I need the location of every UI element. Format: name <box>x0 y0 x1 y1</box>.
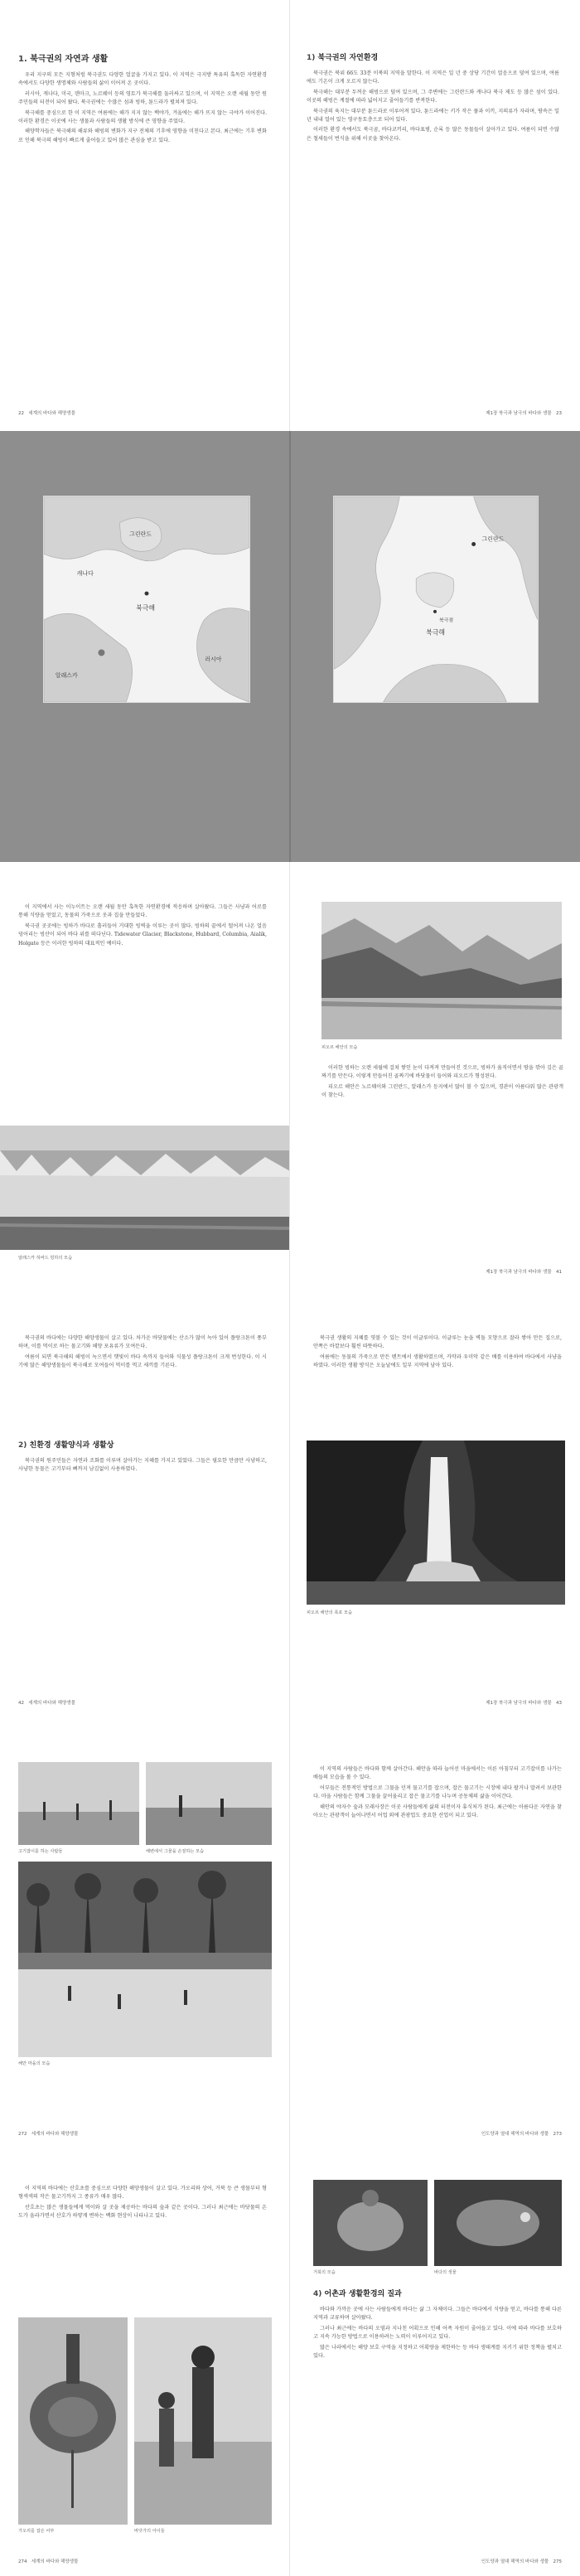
map-label: 그린란드 <box>481 535 505 543</box>
children-photo <box>134 2317 272 2525</box>
body-text <box>307 70 559 145</box>
paragraph: 이 지역의 바다에는 산호초를 중심으로 다양한 해양생물이 살고 있다. 가오리와 상어, 거북 등 큰 생물부터 형형색색의 작은 물고기까지 그 종류가 매우 많다. <box>18 2186 267 2201</box>
paragraph: 러시아, 캐나다, 미국, 덴마크, 노르웨이 등의 영토가 북극해를 둘러싸고 있으며, 이 지역은 오랜 세월 동안 원주민들의 터전이 되어 왔다. 북극권에는 수많은 섬과 빙하, 툰드라가 펼쳐져 있다. <box>18 90 267 106</box>
photo-caption: 바닷가의 아이들 <box>134 2529 165 2534</box>
photo-caption: 고기잡이를 하는 사람들 <box>18 1849 63 1854</box>
map-label: 캐나다 <box>76 570 94 578</box>
paragraph: 여름에는 동물의 가죽으로 만든 텐트에서 생활하였으며, 카약과 우미악 같은 배를 이용하여 바다에서 사냥을 하였다. 이러한 생활 방식은 오늘날에도 일부 지역에 남아 있다. <box>313 1353 562 1369</box>
arctic-map-right <box>333 496 539 703</box>
page-number: 272 <box>18 2132 27 2137</box>
body-text <box>321 1064 563 1102</box>
body-text <box>18 1457 267 1476</box>
photo-caption: 해변에서 그물을 손질하는 모습 <box>146 1849 205 1854</box>
net-mending-photo <box>146 1762 272 1845</box>
spread-6 <box>0 2155 580 2576</box>
running-title: 세계의 바다와 해양생물 <box>28 1701 75 1706</box>
page-number: 23 <box>556 411 562 416</box>
running-title: 제1장 북극과 남극의 바다와 생물 <box>486 411 552 416</box>
page-number: 42 <box>18 1701 24 1706</box>
gutter <box>289 431 291 862</box>
body-text <box>18 903 267 950</box>
spread-2 <box>0 431 580 862</box>
paragraph: 그러나 최근에는 바다의 오염과 지나친 어획으로 인해 어족 자원이 줄어들고 있다. 이에 따라 바다를 보호하고 지속 가능한 방법으로 이용하려는 노력이 이루어지고 있다. <box>313 2325 562 2341</box>
subsection-heading <box>313 2288 562 2298</box>
paragraph: 피오르 해안은 노르웨이와 그린란드, 알래스카 등지에서 많이 볼 수 있으며, 경관이 아름다워 많은 관광객이 찾는다. <box>321 1083 563 1099</box>
photo-caption: 바다의 생물 <box>434 2270 457 2275</box>
arctic-map-svg <box>44 496 249 702</box>
page-42 <box>0 1293 290 1724</box>
paragraph: 북극권 곳곳에는 빙하가 바다로 흘러들어 거대한 빙벽을 이루는 곳이 많다. 빙하의 끝에서 떨어져 나온 얼음 덩어리는 빙산이 되어 바다 위를 떠다닌다. Tidewater Glacier, Blackstone, Hubbard, Columbia, Aialik, Holgate 등은 이러한 빙하의 대표적인 예이다. <box>18 922 267 947</box>
paragraph: 해안의 야자수 숲과 모래사장은 이곳 사람들에게 삶의 터전이자 휴식처가 된다. 최근에는 아름다운 자연을 찾아오는 관광객이 늘어나면서 어업 외에 관광업도 중요한 산업이 되고 있다. <box>313 1804 562 1819</box>
page-40 <box>0 862 290 1293</box>
paragraph: 북극권의 육지는 대부분 툰드라로 이루어져 있다. 툰드라에는 키가 작은 풀과 이끼, 지의류가 자라며, 땅속은 일 년 내내 얼어 있는 영구동토층으로 되어 있다. <box>307 108 559 123</box>
spread-3 <box>0 862 580 1293</box>
fishermen-photo <box>18 1762 139 1845</box>
paragraph: 해양학자들은 북극해의 해류와 해빙의 변화가 지구 전체의 기후에 영향을 미친다고 본다. 최근에는 기후 변화로 인해 북극의 해빙이 빠르게 줄어들고 있어 많은 관심을 받고 있다. <box>18 128 267 143</box>
page-footer <box>486 1699 562 1706</box>
body-text <box>18 2185 267 2223</box>
page-22 <box>0 0 290 431</box>
paragraph: 이러한 환경 속에서도 북극곰, 바다코끼리, 바다표범, 순록 등 많은 동물들이 살아가고 있다. 여름이 되면 수많은 철새들이 번식을 위해 이곳을 찾아온다. <box>307 127 559 142</box>
paragraph: 북극권의 바다에는 다양한 해양생물이 살고 있다. 차가운 바닷물에는 산소가 많이 녹아 있어 플랑크톤이 풍부하며, 이를 먹이로 하는 물고기와 해양 포유류가 모여든다. <box>18 1335 267 1350</box>
paragraph: 이 지역의 사람들은 바다와 함께 살아간다. 해안을 따라 늘어선 마을에서는 이른 아침부터 고기잡이를 나가는 배들의 모습을 볼 수 있다. <box>313 1766 562 1781</box>
paragraph: 북극해를 중심으로 한 이 지역은 여름에는 해가 지지 않는 백야가, 겨울에는 해가 뜨지 않는 극야가 이어진다. 이러한 환경은 이곳에 사는 생물과 사람들의 생활 방식에 큰 영향을 주었다. <box>18 109 267 125</box>
paragraph: 북극권은 북위 66도 33분 이북의 지역을 말한다. 이 지역은 일 년 중 상당 기간이 얼음으로 덮여 있으며, 여름에도 기온이 크게 오르지 않는다. <box>307 70 559 85</box>
paragraph: 북극권의 원주민들은 자연과 조화를 이루며 살아가는 지혜를 가지고 있었다. 그들은 필요한 만큼만 사냥하고, 사냥한 동물은 고기부터 뼈까지 남김없이 사용하였다. <box>18 1458 267 1473</box>
stingray-photo <box>18 2317 128 2525</box>
page-number: 273 <box>553 2132 562 2137</box>
map-label: 알래스카 <box>55 672 78 680</box>
page-23 <box>290 0 580 431</box>
sea-creature-photo <box>434 2180 562 2266</box>
running-title: 인도양과 열대 해역의 바다와 생물 <box>481 2559 549 2564</box>
photo-caption: 피오르 해안의 폭포 모습 <box>307 1610 353 1615</box>
turtle-photo <box>313 2180 428 2266</box>
page-274 <box>0 2155 290 2576</box>
body-text <box>313 2306 562 2362</box>
page-number: 275 <box>553 2559 562 2564</box>
running-title: 세계의 바다와 해양생물 <box>31 2132 79 2137</box>
heading-text: 친환경 생활양식과 생활상 <box>29 1441 114 1450</box>
page-number: 274 <box>18 2559 27 2564</box>
map-label: 북극해 <box>426 628 446 637</box>
page-number: 43 <box>556 1701 562 1706</box>
heading-number: 1. <box>18 55 27 64</box>
spread-4 <box>0 1293 580 1724</box>
paragraph: 북극해는 대부분 두꺼운 해빙으로 덮여 있으며, 그 주변에는 그린란드와 캐나다 북극 제도 등 많은 섬이 있다. 이곳의 해빙은 계절에 따라 넓어지고 줄어들기를 반복한다. <box>307 89 559 104</box>
page-footer <box>486 1268 562 1275</box>
running-title: 제1장 북극과 남극의 바다와 생물 <box>486 1701 552 1706</box>
running-title: 인도양과 열대 해역의 바다와 생물 <box>481 2132 549 2137</box>
body-text <box>313 1765 562 1822</box>
heading-text: 북극권의 자연환경 <box>317 54 379 62</box>
subsection-heading <box>18 1439 267 1450</box>
paragraph: 바다와 가까운 곳에 사는 사람들에게 바다는 삶 그 자체이다. 그들은 바다에서 식량을 얻고, 바다를 통해 다른 지역과 교류하며 살아왔다. <box>313 2307 562 2322</box>
photo-caption: 해안 마을의 모습 <box>18 2061 51 2066</box>
heading-number: 4) <box>313 2290 322 2298</box>
map-label: 북극점 <box>438 617 454 623</box>
running-title: 세계의 바다와 해양생물 <box>31 2559 79 2564</box>
map-label: 그린란드 <box>129 530 152 538</box>
map-label: 러시아 <box>205 656 222 663</box>
page-275 <box>290 2155 580 2576</box>
section-heading <box>18 51 267 64</box>
running-title: 세계의 바다와 해양생물 <box>28 411 75 416</box>
paragraph: 우리 지구의 모든 지형처럼 북극권도 다양한 얼굴을 가지고 있다. 이 지역은 극지방 특유의 혹독한 자연환경 속에서도 다양한 생명체와 사람들의 삶이 이어져 온 곳이다. <box>18 72 267 87</box>
photo-caption: 가오리를 잡은 어부 <box>18 2529 55 2534</box>
arctic-map-svg <box>334 496 538 702</box>
paragraph: 여름이 되면 북극해의 해빙이 녹으면서 햇빛이 바다 속까지 들어와 식물성 플랑크톤이 크게 번성한다. 이 시기에 많은 해양생물들이 북극해로 모여들어 먹이를 먹고 새끼를 기른다. <box>18 1353 267 1369</box>
fjord-photo <box>321 902 562 1039</box>
subsection-heading <box>307 51 555 62</box>
waterfall-photo <box>307 1441 565 1605</box>
page-43 <box>290 1293 580 1724</box>
page-footer <box>18 2558 78 2564</box>
paragraph: 많은 나라에서는 해양 보호 구역을 지정하고 어획량을 제한하는 등 바다 생태계를 지키기 위한 정책을 펼치고 있다. <box>313 2344 562 2360</box>
coastal-village-photo <box>18 1862 272 2057</box>
body-text <box>18 71 267 147</box>
paragraph: 산호초는 많은 생물들에게 먹이와 살 곳을 제공하는 바다의 숲과 같은 곳이다. 그러나 최근에는 바닷물의 온도가 올라가면서 산호가 하얗게 변하는 백화 현상이 나타나고 있다. <box>18 2204 267 2220</box>
paragraph: 어부들은 전통적인 방법으로 그물을 던져 물고기를 잡으며, 잡은 물고기는 시장에 내다 팔거나 말려서 보관한다. 마을 사람들은 함께 그물을 끌어올리고 잡은 물고기를 나누며 공동체의 삶을 이어간다. <box>313 1784 562 1800</box>
photo-caption: 거북의 모습 <box>313 2270 336 2275</box>
paragraph: 이 지역에서 사는 이누이트는 오랜 세월 동안 혹독한 자연환경에 적응하며 살아왔다. 그들은 사냥과 어로를 통해 식량을 얻었고, 동물의 가죽으로 옷과 집을 만들었다. <box>18 904 267 919</box>
spread-5 <box>0 1724 580 2155</box>
running-title: 제1장 북극과 남극의 바다와 생물 <box>486 1270 552 1275</box>
heading-number: 2) <box>18 1441 27 1450</box>
heading-number: 1) <box>307 54 316 62</box>
heading-text: 북극권의 자연과 생활 <box>30 55 109 64</box>
paragraph: 북극권 생활의 지혜를 엿볼 수 있는 것이 이글루이다. 이글루는 눈을 벽돌 모양으로 잘라 쌓아 만든 집으로, 안쪽은 바깥보다 훨씬 따뜻하다. <box>313 1335 562 1350</box>
paragraph: 이러한 빙하는 오랜 세월에 걸쳐 쌓인 눈이 다져져 만들어진 것으로, 빙하가 움직이면서 땅을 깎아 깊은 골짜기를 만든다. 이렇게 만들어진 골짜기에 바닷물이 들어와 피오르가 형성된다. <box>321 1065 563 1080</box>
page-footer <box>481 2130 562 2137</box>
map-label: 북극해 <box>136 603 156 612</box>
arctic-map-left <box>43 496 250 703</box>
body-text <box>18 1334 267 1373</box>
page-number: 22 <box>18 411 24 416</box>
page-footer <box>18 2130 78 2137</box>
page-footer <box>481 2558 562 2564</box>
page-footer <box>18 409 75 416</box>
page-footer <box>486 409 562 416</box>
heading-text: 어촌과 생활환경의 질과 <box>324 2290 402 2298</box>
glacier-photo <box>0 1126 290 1250</box>
page-number: 41 <box>556 1270 562 1275</box>
photo-caption: 피오르 해안의 모습 <box>321 1045 358 1050</box>
page-footer <box>18 1699 75 1706</box>
page-272 <box>0 1724 290 2155</box>
page-41 <box>290 862 580 1293</box>
spread-1 <box>0 0 580 431</box>
page-273 <box>290 1724 580 2155</box>
body-text <box>313 1334 562 1373</box>
photo-caption: 알래스카 허바드 빙하의 모습 <box>18 1256 73 1261</box>
